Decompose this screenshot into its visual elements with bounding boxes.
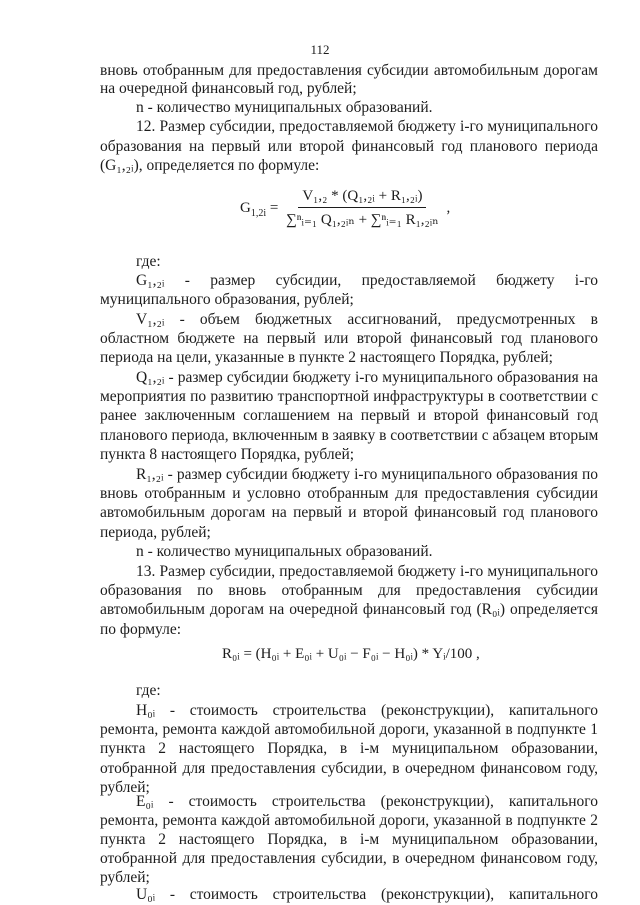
text-line: отобранной для предоставления субсидии, в очередном финансовом году, (100, 850, 598, 867)
text-line: областном бюджете на первый или второй финансовый год планового (100, 330, 598, 347)
text-line: E₀ᵢ - стоимость строительства (реконструкции), капитального (136, 793, 598, 810)
text-line: образования на первый или второй финансовый год планового периода (100, 138, 598, 155)
text-line: G₁,₂ᵢ - размер субсидии, предоставляемой бюджету i-го (136, 272, 598, 289)
text-line: ранее заключенным соглашением на первый и второй финансовый год (100, 407, 598, 424)
page-number: 112 (310, 42, 330, 57)
formula-g12i (240, 188, 450, 229)
text-line: рублей; (100, 779, 150, 796)
text-line: R₁,₂ᵢ - размер субсидии бюджету i-го муниципального образования по (136, 466, 598, 483)
text-line: рублей; (100, 869, 150, 886)
formula-r0i: R₀ᵢ = (H₀ᵢ + E₀ᵢ + U₀ᵢ − F₀ᵢ − H₀ᵢ) * Yᵢ/100 , (222, 646, 480, 662)
text-line: образования по вновь отобранным для предоставления субсидии (100, 582, 598, 599)
text-line: вновь отобранным для предоставления субсидии автомобильным дорогам (100, 62, 598, 79)
formula-numerator: V₁,₂ * (Q₁,₂ᵢ + R₁,₂ᵢ) (298, 188, 426, 208)
text-line: муниципального образования, рублей; (100, 291, 354, 308)
formula-denominator: ∑ⁿᵢ₌₁ Q₁,₂ᵢₙ + ∑ⁿᵢ₌₁ R₁,₂ᵢₙ (286, 212, 439, 228)
text-line: Q₁,₂ᵢ - размер субсидии бюджету i-го муниципального образования на (136, 369, 598, 386)
text-line: ремонта, ремонта каждой автомобильной дороги, указанной в подпункте 2 (100, 812, 598, 829)
text-line: ремонта, ремонта каждой автомобильной дороги, указанной в подпункте 1 (100, 721, 598, 738)
text-line: 12. Размер субсидии, предоставляемой бюджету i-го муниципального (136, 118, 598, 135)
text-line: пункта 2 настоящего Порядка, в i-м муниципальном образовании, (100, 740, 598, 757)
formula-lhs-sub: 1,2i (250, 207, 267, 219)
text-line: (G₁,₂ᵢ), определяется по формуле: (100, 157, 320, 174)
formula-lhs: G (240, 199, 251, 216)
text-line: где: (136, 682, 161, 699)
text-line: отобранной для предоставления субсидии, в очередном финансовом году, (100, 760, 598, 777)
formula-fraction (282, 188, 443, 229)
text-line: мероприятия по развитию транспортной инфраструктуры в соответствии с (100, 388, 598, 405)
text-line: 13. Размер субсидии, предоставляемой бюджету i-го муниципального (136, 563, 598, 580)
text-line: n - количество муниципальных образований. (136, 99, 433, 116)
text-line: периода, рублей; (100, 524, 211, 541)
text-line: на очередной финансовый год, рублей; (100, 80, 357, 97)
formula-tail: , (446, 199, 451, 216)
text-line: n - количество муниципальных образований. (136, 543, 433, 560)
text-line: пункта 2 настоящего Порядка, в i-м муниципальном образовании, (100, 831, 598, 848)
text-line: автомобильным дорогам на очередной финансовый год (R₀ᵢ) определяется (100, 601, 598, 618)
text-line: U₀ᵢ - стоимость строительства (реконструкции), капитального (136, 886, 598, 903)
text-line: вновь отобранным и условно отобранным для предоставления субсидии (100, 485, 598, 502)
formula-eq: = (269, 199, 279, 216)
text-line: планового периода, включенным в заявку в соответствии с абзацем вторым (100, 427, 598, 444)
text-line: по формуле: (100, 621, 182, 638)
text-line: периода на цели, указанные в пункте 2 настоящего Порядка, рублей; (100, 349, 553, 366)
text-line: V₁,₂ᵢ - объем бюджетных ассигнований, предусмотренных в (136, 311, 598, 328)
text-line: где: (136, 253, 161, 270)
text-line: пункта 8 настоящего Порядка, рублей; (100, 446, 355, 463)
text-line: H₀ᵢ - стоимость строительства (реконструкции), капитального (136, 702, 598, 719)
text-line: автомобильным дорогам на первый и второй финансовый год планового (100, 504, 598, 521)
